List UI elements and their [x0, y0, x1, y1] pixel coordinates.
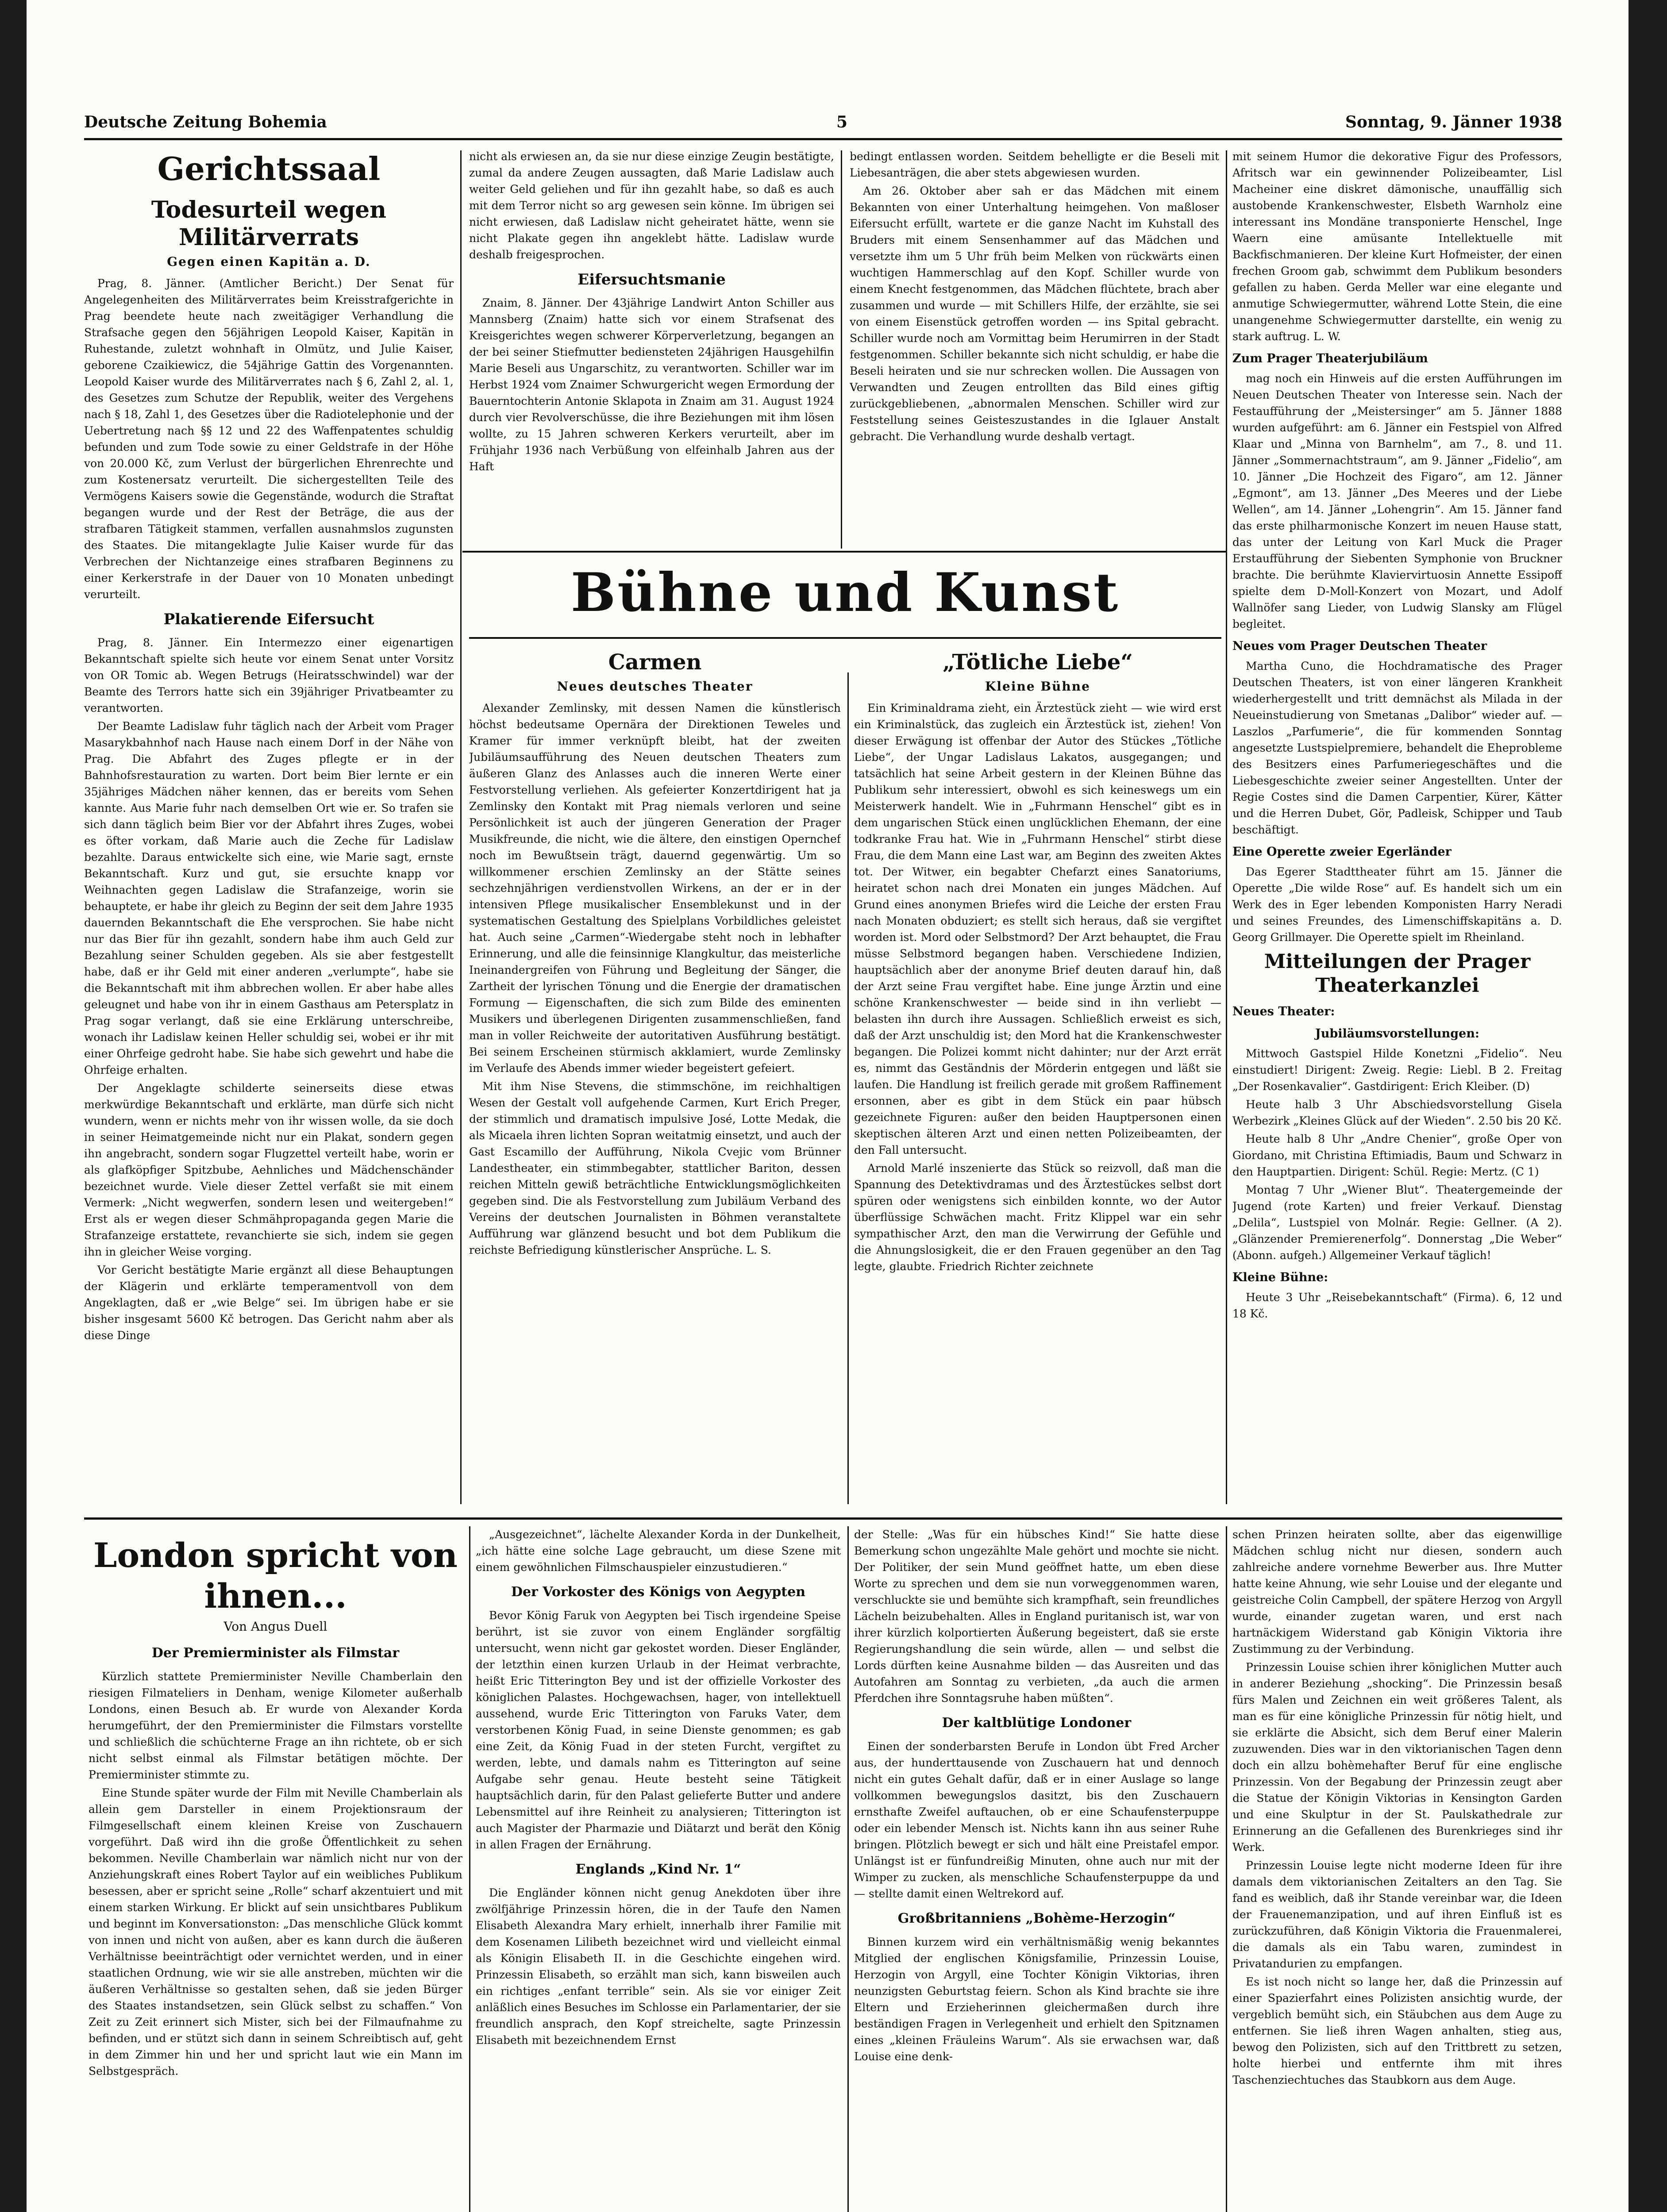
section-rule: [469, 637, 1221, 639]
article-london-continued: [476, 1526, 841, 2212]
article-paragraph: Alexander Zemlinsky, mit dessen Namen die künstlerisch höchst bedeutsame Opernära der Direktionen Teweles und Kramer für immer verknüpft bleibt, hat der zweiten Jubiläumsaufführung des Neuen deutschen Theaters zum äußeren Glanz des Anlasses auch die inneren Werte einer Festvorstellung verliehen. Als gefeierter Konzertdirigent hat ja Zemlinsky den Kontakt mit Prag niemals verloren und seine Persönlichkeit ist auch der jüngeren Generation der Prager Musikfreunde, die nicht, wie die ältere, den einstigen Opernchef noch im Bewußtsein trägt, dauernd gegenwärtig. Um so willkommener erschien Zemlinsky an der Stätte seines sechzehnjährigen verdienstvollen Wirkens, an der er in der intensiven Pflege musikalischer Ensemblekunst und in der systematischen Gestaltung des Spielplans Vorbildliches geleistet hat. Auch seine „Carmen“-Wiedergabe steht noch in lebhafter Erinnerung, und alle die feinsinnige Klangkultur, das meisterliche Ineinandergreifen von Führung und Begleitung der Sänger, die Zartheit der lyrischen Tönung und die Energie der dramatischen Formung — Eigenschaften, die sich zum Bilde des eminenten Musikers und überlegenen Dirigenten zusammenschließen, fand man in voller Reichweite der autoritativen Ausführung bestätigt. Bei seinem Erscheinen stürmisch akklamiert, wurde Zemlinsky im Verlaufe des Abends immer wieder begeistert gefeiert.: [469, 702, 841, 1075]
newspaper-page: [27, 0, 1629, 2212]
section-headline: Mitteilungen der Prager Theaterkanzlei: [1264, 950, 1531, 997]
article-paragraph: Eine Stunde später wurde der Film mit Neville Chamberlain als allein gem Darsteller in einem Projektionsraum der Filmgesellschaft einem kleinen Kreise von Zuschauern vorgeführt. Daß wird ihn die große Öffentlichkeit zu sehen bekommen. Neville Chamberlain war nämlich nicht nur von der Anziehungskraft eines Robert Taylor auf ein weibliches Publikum besessen, aber er spricht seine „Rolle“ scharf akzentuiert und mit einem starken Wirkung. Er blickt auf sein unsichtbares Publikum und beginnt im Konversationston: „Das menschliche Glück kommt von innen und nicht von außen, aber es kann durch die äußeren Verhältnisse beeinträchtigt oder vernichtet werden, und in einer staatlichen Ordnung, wie wir sie alle anstreben, müchten wir die äußeren Verhältnisse so gestalten sehen, daß sie jeden Bürger des Staates instandsetzen, sein Glück selbst zu schaffen.“ Von Zeit zu Zeit erinnert sich Mister, sich bei der Filmaufnahme zu befinden, und er stützt sich dann in seinem Schreibtisch auf, geht in dem Zimmer hin und her und spricht laut wie ein Mann im Selbstgespräch.: [89, 1786, 462, 2078]
listing-heading: Jubiläumsvorstellungen:: [1315, 1027, 1479, 1041]
article-paragraph: Martha Cuno, die Hochdramatische des Prager Deutschen Theaters, ist von einer längeren Krankheit wiederhergestellt und tritt demnächst als Milada in der Neueinstudierung von Smetanas „Dalibor“ wieder auf. — Laszlos „Parfumerie“, die für kommenden Sonntag angesetzte Lustspielpremiere, behandelt die Eheprobleme des Besitzers eines Parfumeriegeschäftes und die Liebesgeschichte zweier seiner Angestellten. Unter der Regie Costes sind die Damen Carpentier, Kürer, Kätter und die Herren Dubet, Gör, Padleisk, Schipper und Taub beschäftigt.: [1232, 660, 1562, 836]
column-rule: [841, 150, 842, 549]
article-subheadline: Großbritanniens „Bohème-Herzogin“: [897, 1911, 1176, 1926]
article-paragraph: Prag, 8. Jänner. (Amtlicher Bericht.) Der Senat für Angelegenheiten des Militärverrates beim Kreisstrafgerichte in Prag beendete heute nach zweitägiger Verhandlung die Strafsache gegen den 56jährigen Leopold Kaiser, Kapitän in Ruhestande, zuletzt wohnhaft in Olmütz, und Julie Kaiser, geborene Czaikiewicz, die 54jährige Gattin des Vorgenannten. Leopold Kaiser wurde des Militärverrates nach § 6, Zahl 2, al. 1, des Gesetzes zum Schutze der Republik, weiter des Vergehens nach § 18, Zahl 1, des Gesetzes über die Radiotelephonie und der Uebertretung nach §§ 12 und 22 des Waffenpatentes schuldig befunden und zum Tode sowie zu einer Geldstrafe in der Höhe von 20.000 Kč, zum Verlust der bürgerlichen Ehrenrechte und zum Kostenersatz verurteilt. Die sichergestellten Teile des Vermögens Kaisers sowie die Gegenstände, wodurch die Straftat begangen wurde und der Rest der Beträge, die aus der strafbaren Tätigkeit stammen, verfallen ausnahmslos zugunsten des Staates. Die mitangeklagte Julie Kaiser wurde für das Verbrechen der Nichtanzeige eines strafbaren Beginnens zu einer Kerkerstrafe in der Dauer von 10 Monaten unbedingt verurteilt.: [84, 277, 454, 601]
column-court-continued: [469, 148, 834, 546]
column-court: [84, 146, 454, 1509]
listing-heading: Neues Theater:: [1232, 1005, 1335, 1018]
article-headline: Plakatierende Eifersucht: [163, 611, 374, 628]
article-headline: Neues vom Prager Deutschen Theater: [1232, 639, 1487, 653]
column-rule: [460, 150, 462, 1504]
section-rule: [84, 1517, 1562, 1520]
article-paragraph: Das Egerer Stadttheater führt am 15. Jänner die Operette „Die wilde Rose“ auf. Es handelt sich um ein Werk des in Eger lebenden Komponisten Harry Neradi und seines Freundes, des Limenschiffskapitäns a. D. Georg Grillmayer. Die Operette spielt im Rheinland.: [1232, 865, 1562, 944]
article-london-continued: [1232, 1526, 1562, 2212]
article-headline: Zum Prager Theaterjubiläum: [1232, 352, 1428, 365]
article-paragraph: Prinzessin Louise legte nicht moderne Ideen für ihre damals dem viktorianischen Zeitalters an den Tag. Sie fand es weiblich, daß ihr Stande vereinbar war, die Ideen der Frauenemanzipation, und auf ihren Einfluß ist es zurückzuführen, daß Königin Viktoria die Frauenmalerei, die damals als ein Tabu waren, zumindest in Privatandurien zu empfangen.: [1232, 1859, 1562, 1970]
article-headline: London spricht von ihnen...: [93, 1536, 458, 1616]
article-paragraph: Es ist noch nicht so lange her, daß die Prinzessin auf einer Spazierfahrt eines Polizisten ansichtig wurde, der vergeblich bemüht sich, ein Stäubchen aus dem Auge zu entfernen. Sie ließ ihren Wagen anhalten, stieg aus, bewog den Polizisten, sich auf den Trittbrett zu setzen, holte hierbei und entfernte ihm mit ihres Taschenziechtuches das Staubkorn aus dem Auge.: [1232, 1975, 1562, 2086]
article-paragraph: Binnen kurzem wird ein verhältnismäßig wenig bekanntes Mitglied der englischen Königsfamilie, Prinzessin Louise, Herzogin von Argyll, eine Tochter Königin Viktorias, ihren neunzigsten Geburtstag feiern. Schon als Kind brachte sie ihre Eltern und Erzieherinnen gleichermaßen durch ihre beständigen Fragen in Verlegenheit und erhielt den Spitznamen eines „kleinen Fräuleins Warum“. Als sie erwachsen war, daß Louise eine denk-: [854, 1936, 1219, 2063]
article-subheadline: Englands „Kind Nr. 1“: [575, 1862, 741, 1877]
article-headline: Eine Operette zweier Egerländer: [1232, 845, 1451, 859]
article-subheadline: Der kaltblütige Londoner: [942, 1715, 1132, 1731]
column-rule: [1226, 1526, 1227, 2212]
masthead-title: Deutsche Zeitung Bohemia: [84, 113, 327, 131]
article-paragraph: Ein Kriminaldrama zieht, ein Ärztestück zieht — wie wird erst ein Kriminalstück, das zugleich ein Ärztestück ist, ziehen! Von dieser Erwägung ist offenbar der Autor des Stückes „Tötliche Liebe“, der Ungar Ladislaus Lakatos, ausgegangen; und tatsächlich hat seine Arbeit gestern in der Kleinen Bühne das Publikum sehr interessiert, obwohl es sich keineswegs um ein Meisterwerk handelt. Wie in „Fuhrmann Henschel“ gibt es in dem ungarischen Stück einen unglücklichen Ehemann, der eine todkranke Frau hat. Wie in „Fuhrmann Henschel“ stirbt diese Frau, die dem Mann eine Last war, am Beginn des zweiten Aktes tot. Der Witwer, ein begabter Chefarzt eines Sanatoriums, heiratet schon nach drei Monaten ein junges Mädchen. Auf Grund eines anonymen Briefes wird die Leiche der ersten Frau nach Monaten obduziert; es stellt sich heraus, daß sie vergiftet worden ist. Mord oder Selbstmord? Der Arzt behauptet, die Frau müsse Selbstmord begangen haben. Verschiedene Indizien, hauptsächlich aber der anonyme Brief deuten darauf hin, daß der Arzt seine Frau vergiftet habe. Eine junge Ärztin und eine schöne Krankenschwester — beide sind in ihn verliebt — belasten ihn durch ihre Aussagen. Schließlich erweist es sich, daß der Arzt unschuldig ist; den Mord hat die Krankenschwester begangen. Die Polizei kommt nicht dahinter; nur der Arzt errät es, nimmt das Geständnis der Mörderin entgegen und läßt sie laufen. Die Handlung ist freilich gerade mit großem Raffinement ersonnen, aber es gibt in dem Stück ein paar hübsch gezeichnete Figuren: außer den beiden Hauptpersonen einen skeptischen älteren Arzt und einen netten Polizeibeamten, der den Fall untersucht.: [854, 702, 1221, 1156]
article-carmen: [469, 646, 841, 1509]
article-paragraph: Prag, 8. Jänner. Ein Intermezzo einer eigenartigen Bekanntschaft spielte sich heute vor einem Senat unter Vorsitz von OR Tomic ab. Wegen Betrugs (Heiratsschwindel) war der Beamte des Terrors hatte sich ein 39jähriger Privatbeamter zu verantworten.: [84, 636, 454, 714]
article-paragraph: schen Prinzen heiraten sollte, aber das eigenwillige Mädchen schlug nicht nur diesen, sondern auch zahlreiche andere vornehme Bewerber aus. Ihre Mutter hatte keine Ahnung, wie sehr Louise und der elegante und geistreiche Colin Campbell, der spätere Herzog von Argyll wurde, einander zugetan waren, und erst nach hartnäckigem Widerstand gab Königin Viktoria ihre Zustimmung zu der Verbindung.: [1232, 1528, 1562, 1655]
article-london-continued: [854, 1526, 1219, 2212]
article-paragraph: Der Beamte Ladislaw fuhr täglich nach der Arbeit vom Prager Masarykbahnhof nach Hause nach einem Dorf in der Nähe von Prag. Die Abfahrt des Zuges pflegte er in der Bahnhofsrestauration zu warten. Dort beim Bier lernte er ein 35jähriges Mädchen näher kennen, das er bereits vom Sehen kannte. Aus Marie fuhr nach demselben Ort wie er. So trafen sie sich dann täglich beim Bier vor der Abfahrt ihres Zuges, wobei es öfter vorkam, daß Marie auch die Zeche für Ladislaw bezahlte. Daraus entwickelte sich eine, wie Marie sagt, ernste Bekanntschaft. Kurz und gut, sie ersuchte knapp vor Weihnachten gegen Ladislaw die Strafanzeige, worin sie behauptete, er habe ihr gleich zu Beginn der seit dem Jahre 1935 dauernden Bekanntschaft die Ehe versprochen. Sie habe nicht nur das Bier für ihn gezahlt, sondern habe ihm auch Geld zur Bezahlung seiner Schulden gegeben. Als sie aber festgestellt habe, daß er ihr Geld mit einer anderen „verlumpte“, habe sie die Bekanntschaft mit ihm abbrechen wollen. Er aber habe alles geleugnet und habe von ihr in einem Gasthaus am Petersplatz in Prag sogar verlangt, daß sie eine Erklärung unterschreibe, wonach ihr Ladislaw keinen Heller schuldig sei, wobei er ihr mit einer Ohrfeige gedroht habe. Sie habe sich gewehrt und habe die Ohrfeige erhalten.: [84, 720, 454, 1076]
article-paragraph: mag noch ein Hinweis auf die ersten Aufführungen im Neuen Deutschen Theater von Interesse sein. Nach der Festaufführung der „Meistersinger“ am 5. Jänner 1888 wurden aufgeführt: am 6. Jänner ein Festspiel von Alfred Klaar und „Minna von Barnhelm“, am 7., 8. und 11. Jänner „Sommernachtstraum“, am 9. Jänner „Fidelio“, am 10. Jänner „Die Hochzeit des Figaro“, am 12. Jänner „Egmont“, am 13. Jänner „Des Meeres und der Liebe Wellen“, am 14. Jänner „Lohengrin“. Am 15. Jänner fand das erste philharmonische Konzert im neuen Hause statt, das unter der Leitung von Karl Muck die Prager Erstaufführung der Siebenten Symphonie von Bruckner brachte. Die berühmte Klaviervirtuosin Annette Essipoff spielte dem D-Moll-Konzert von Mozart, und Adolf Wallnöfer sang Lieder, von Ludwig Slansky am Flügel begleitet.: [1232, 372, 1562, 630]
article-subline: Neues deutsches Theater: [557, 679, 753, 694]
article-paragraph: Die Engländer können nicht genug Anekdoten über ihre zwölfjährige Prinzessin hören, die in der Taufe den Namen Elisabeth Alexandra Mary erhielt, innerhalb ihrer Familie mit dem Kosenamen Lilibeth bezeichnet wird und vielleicht einmal als Königin Elisabeth II. in die Geschichte eingehen wird. Prinzessin Elisabeth, so erzählt man sich, kann bisweilen auch ein richtiges „enfant terrible“ sein. Als sie vor einiger Zeit anläßlich eines Besuches im Schlosse ein Parlamentarier, der sie freundlich ansprach, den Kopf streichelte, sagte Prinzessin Elisabeth mit bezeichnendem Ernst: [476, 1886, 841, 2047]
article-paragraph: nicht als erwiesen an, da sie nur diese einzige Zeugin bestätigte, zumal da andere Zeugen aussagten, daß Marie Ladislaw auch weiter Geld geliehen und für ihn gezahlt habe, so daß es auch mit dem Terror nicht so arg gewesen sein könne. Im übrigen sei nicht erwiesen, daß Ladislaw nicht geheiratet hätte, wenn sie nicht Plakate gegen ihn angeklebt hätte. Ladislaw wurde deshalb freigesprochen.: [469, 150, 834, 261]
column-rule: [847, 672, 849, 1504]
article-london: [89, 1526, 462, 2212]
article-paragraph: Znaim, 8. Jänner. Der 43jährige Landwirt Anton Schiller aus Mannsberg (Znaim) hatte sich vor einem Strafsenat des Kreisgerichtes wegen schwerer Körperverletzung, begangen an der bei seiner Stiefmutter bediensteten 24jährigen Hausgehilfin Marie Beseli aus Ungarschitz, zu verantworten. Schiller war im Herbst 1924 vom Znaimer Schwurgericht wegen Ermordung der Bauerntochterin Antonie Sklapota in Znaim am 31. August 1924 durch vier Revolverschüsse, die ihre Beziehungen mit ihm lösen wollte, zu 15 Jahren schweren Kerkers verurteilt, aber im Frühjahr 1936 nach Verbüßung von elfeinhalb Jahren aus der Haft: [469, 296, 834, 473]
listing-entry: Montag 7 Uhr „Wiener Blut“. Theatergemeinde der Jugend (rote Karten) und freier Verkauf. Dienstag „Delila“, Lustspiel von Molnár. Regie: Gellner. (A 2). „Glänzender Premierenerfolg“. Donnerstag „Die Weber“ (Abonn. aufgeh.) Allgemeiner Verkauf täglich!: [1232, 1183, 1562, 1262]
page-number: 5: [836, 113, 848, 131]
article-paragraph: Am 26. Oktober aber sah er das Mädchen mit einem Bekannten von einer Unterhaltung heimgehen. Von maßloser Eifersucht erfüllt, wartete er die ganze Nacht im Kuhstall des Bruders mit einem Sensenhammer auf das Mädchen und versetzte ihm um 5 Uhr früh beim Melken von rückwärts einen wuchtigen Hammerschlag auf den Kopf. Schiller wurde von einem Knecht festgenommen, das Mädchen flüchtete, brach aber zusammen und wurde — mit Schillers Hilfe, der erzählte, sie sei von einem Eisenstück getroffen worden — ins Spital gebracht. Schiller wurde noch am Vormittag beim Herumirren in der Stadt festgenommen. Schiller bekannte sich nicht schuldig, er habe die Beseli heiraten und sie nur schrecken wollen. Die Aussagen von Verwandten und Zeugen entrollten das Bild eines giftig zurückgebliebenen, „abnormalen Menschen. Schiller wird zur Feststellung seines Geisteszustandes in die Iglauer Anstalt gebracht. Die Verhandlung wurde deshalb vertagt.: [850, 184, 1219, 443]
article-subheadline: Der Vorkoster des Königs von Aegypten: [511, 1584, 806, 1600]
section-banner: Bühne und Kunst: [570, 561, 1120, 624]
article-paragraph: der Stelle: „Was für ein hübsches Kind!“ Sie hatte diese Bemerkung schon ungezählte Male gehört und mochte sie nicht. Der Politiker, der sein Mund geöffnet hatte, um eben diese Worte zu sprechen und dem sie nun vorweggenommen waren, verschluckte sie und bemühte sich krampfhaft, sein freundliches Lächeln beizubehalten. Alles in England puritanisch ist, war von ihrer kürzlich kolportierten Äußerung begeistert, daß sie erste Regierungshandlung die sein würde, allen — und selbst die Lords dürften keine Ausnahme bilden — das Ausreiten und das Autofahren am Sonntag zu verbieten, „da auch die armen Pferdchen ihre Sonntagsruhe haben müßten“.: [854, 1528, 1219, 1705]
article-headline: „Tötliche Liebe“: [943, 650, 1133, 675]
listing-entry: Heute halb 3 Uhr Abschiedsvorstellung Gisela Werbezirk „Kleines Glück auf der Wieden“. 2.50 bis 20 Kč.: [1232, 1098, 1562, 1127]
header-rule: [84, 138, 1562, 140]
article-toetliche-liebe: [854, 646, 1221, 1509]
article-paragraph: Bevor König Faruk von Aegypten bei Tisch irgendeine Speise berührt, ist sie zuvor von einem Engländer sorgfältig untersucht, wenn nicht gar gekostet worden. Dieser Engländer, der letzthin einen kurzen Urlaub in der Heimat verbrachte, heißt Eric Titterington Bey und ist der offizielle Vorkoster des königlichen Palastes. Hochgewachsen, hager, von intellektuell aussehend, wurde Eric Titterington von Faruks Vater, dem verstorbenen König Fuad, in seine Dienste genommen; es gab eine Zeit, da König Fuad in der steten Furcht, vergiftet zu werden, lebte, und damals nahm es Titterington auf seine Aufgabe sehr genau. Heute besteht seine Tätigkeit hauptsächlich darin, für den Palast gelieferte Butter und andere Lebensmittel auf ihre Reinheit zu analysieren; Titterington ist auch Magister der Pharmazie und Diätarzt und berät den König in allen Fragen der Ernährung.: [476, 1609, 841, 1851]
article-paragraph: Einen der sonderbarsten Berufe in London übt Fred Archer aus, der hunderttausende von Zuschauern hat und dennoch nicht ein gutes Gehalt dafür, daß er in einer Auslage so lange vollkommen bewegungslos dasitzt, bis den Zuschauern ernsthafte Zweifel auftauchen, ob er eine Schaufensterpuppe oder ein lebender Mensch ist. Nichts kann ihn aus seiner Ruhe bringen. Plötzlich bewegt er sich und hält eine Preistafel empor. Unlängst ist er fünfundreißig Minuten, ohne auch nur mit der Wimper zu zucken, als menschliche Schaufensterpuppe da und — stellte damit einen Weltrekord auf.: [854, 1740, 1219, 1900]
section-rule: [462, 551, 1226, 553]
listing-entry: Mittwoch Gastspiel Hilde Konetzni „Fidelio“. Neu einstudiert! Dirigent: Zweig. Regie: Liebl. B 2. Freitag „Der Rosenkavalier“. Gastdirigent: Erich Kleiber. (D): [1232, 1047, 1562, 1093]
article-paragraph: Arnold Marlé inszenierte das Stück so reizvoll, daß man die Spannung des Detektivdramas und des Ärztestückes selbst dort spüren oder wenigstens sich einbilden konnte, wo der Autor überflüssige Schwächen macht. Fritz Klippel war ein sehr sympathischer Arzt, den man die Verwirrung der Gefühle und die Ahnungslosigkeit, die er den Frauen gegenüber an den Tag legte, glaubte. Friedrich Richter zeichnete: [854, 1162, 1221, 1273]
column-court-continued: [850, 148, 1219, 546]
column-rule: [847, 1526, 849, 2212]
column-rule: [469, 1526, 470, 2212]
listing-heading: Kleine Bühne:: [1232, 1271, 1328, 1284]
running-head: [84, 113, 1562, 135]
article-paragraph: Der Angeklagte schilderte seinerseits diese etwas merkwürdige Bekanntschaft und erklärte, man dürfe sich nicht wundern, wenn er nichts mehr von ihr wissen wolle, da sie doch in seiner Heimatgemeinde nicht nur ein Plakat, sondern gegen ihn angebracht, sondern sogar Flugzettel verteilt habe, worin er als glafköpfiger Spitzbube, Aehnliches und Mädchenschänder bezeichnet wurde. Viele dieser Zettel verfaßt sie mit einem Vermerk: „Nicht wegwerfen, sondern lesen und weitergeben!“ Erst als er wegen dieser Schmähpropaganda gegen Marie die Strafanzeige erstattete, revanchierte sie sich, indem sie gegen ihn in gleicher Weise vorging.: [84, 1082, 454, 1258]
listing-entry: Heute halb 8 Uhr „Andre Chenier“, große Oper von Giordano, mit Christina Eftimiadis, Baum und Schwarz in den Hauptpartien. Dirigent: Schül. Regie: Mertz. (C 1): [1232, 1133, 1562, 1178]
article-paragraph: Prinzessin Louise schien ihrer königlichen Mutter auch in anderer Beziehung „shocking“. Die Prinzessin besaß fürs Malen und Zeichnen ein weit größeres Talent, als man es für eine königliche Prinzessin für nötig hielt, und sie erklärte die Absicht, sich dem Beruf einer Malerin zuzuwenden. Dies war in den viktorianischen Tagen denn doch ein allzu bohèmehafter Beruf für eine englische Prinzessin. Von der Begabung der Prinzessin zeugt aber die Statue der Königin Viktorias in Kensington Garden und eine Skulptur in der St. Paulskathedrale zur Erinnerung an die Gefallenen des Burenkrieges sind ihr Werk.: [1232, 1661, 1562, 1854]
listing-entry: Heute 3 Uhr „Reisebekanntschaft“ (Firma). 6, 12 und 18 Kč.: [1232, 1291, 1562, 1320]
article-paragraph: mit seinem Humor die dekorative Figur des Professors, Afritsch war ein gewinnender Polizeibeamter, Lisl Macheiner eine diskret dämonische, unauffällig sich austobende Krankenschwester, Elsbeth Warnholz eine interessant ins Mondäne transponierte Henschel, Inge Waern eine amüsante Intellektuelle mit Backfischmanieren. Der kleine Kurt Hofmeister, der einen frechen Groom gab, schwimmt dem Publikum besonders gefallen zu haben. Gerda Meller war eine elegante und anmutige Schwiegermutter, während Lotte Stein, die eine unangenehme Schwiegermutter darstellte, ein wenig zu stark auftrug. L. W.: [1232, 150, 1562, 343]
article-subline: Gegen einen Kapitän a. D.: [167, 254, 371, 269]
article-paragraph: Kürzlich stattete Premierminister Neville Chamberlain den riesigen Filmateliers in Denham, wenige Kilometer außerhalb Londons, einen Besuch ab. Er wurde von Alexander Korda herumgeführt, der den Premierminister die Filmstars vorstellte und schließlich die schüchterne Frage an ihn richtete, ob er sich nicht selbst einmal als Filmstar betätigen möchte. Der Premierminister stimmte zu.: [89, 1670, 462, 1781]
article-paragraph: „Ausgezeichnet“, lächelte Alexander Korda in der Dunkelheit, „ich hätte eine solche Lage gebraucht, um diese Szene mit einem gewöhnlichen Filmschauspieler einzustudieren.“: [476, 1528, 841, 1574]
column-rule: [1226, 150, 1227, 1504]
article-paragraph: bedingt entlassen worden. Seitdem behelligte er die Beseli mit Liebesanträgen, die aber stets abgewiesen wurden.: [850, 150, 1219, 179]
article-subheadline: Der Premierminister als Filmstar: [151, 1645, 400, 1661]
article-paragraph: Mit ihm Nise Stevens, die stimmschöne, im reichhaltigen Wesen der Gestalt voll aufgehende Carmen, Kurt Erich Preger, der stimmlich und dramatisch impulsive José, Lotte Medak, die als Micaela ihren lichten Sopran weitatmig einsetzt, und auch der Gast Escamillo der Aufführung, Nikola Cvejic vom Brünner Landestheater, ein stimmbegabter, stattlicher Bariton, dessen reichen Mitteln gewiß beträchtliche Entwicklungsmöglichkeiten gegeben sind. Die als Festvorstellung zum Jubiläum Verband des Vereins der deutschen Journalisten in Böhmen veranstaltete Aufführung war glänzend besucht und bot dem Publikum die reichste Befriedigung künstlerischer Ansprüche. L. S.: [469, 1080, 841, 1256]
column-theatre-news: [1232, 148, 1562, 1511]
article-headline: Carmen: [608, 650, 702, 675]
article-subline: Kleine Bühne: [985, 679, 1090, 694]
issue-date: Sonntag, 9. Jänner 1938: [1345, 113, 1562, 131]
article-headline: Eifersuchtsmanie: [577, 271, 726, 288]
article-byline: Von Angus Duell: [223, 1619, 327, 1634]
section-title: Gerichtssaal: [157, 150, 381, 188]
article-paragraph: Vor Gericht bestätigte Marie ergänzt all diese Behauptungen der Klägerin und erklärte temperamentvoll von dem Angeklagten, daß er „wie Belge“ sei. Im übrigen habe er sie bisher insgesamt 5600 Kč betrogen. Das Gericht nahm aber als diese Dinge: [84, 1263, 454, 1342]
article-headline: Todesurteil wegen Militärverrats: [151, 196, 387, 251]
